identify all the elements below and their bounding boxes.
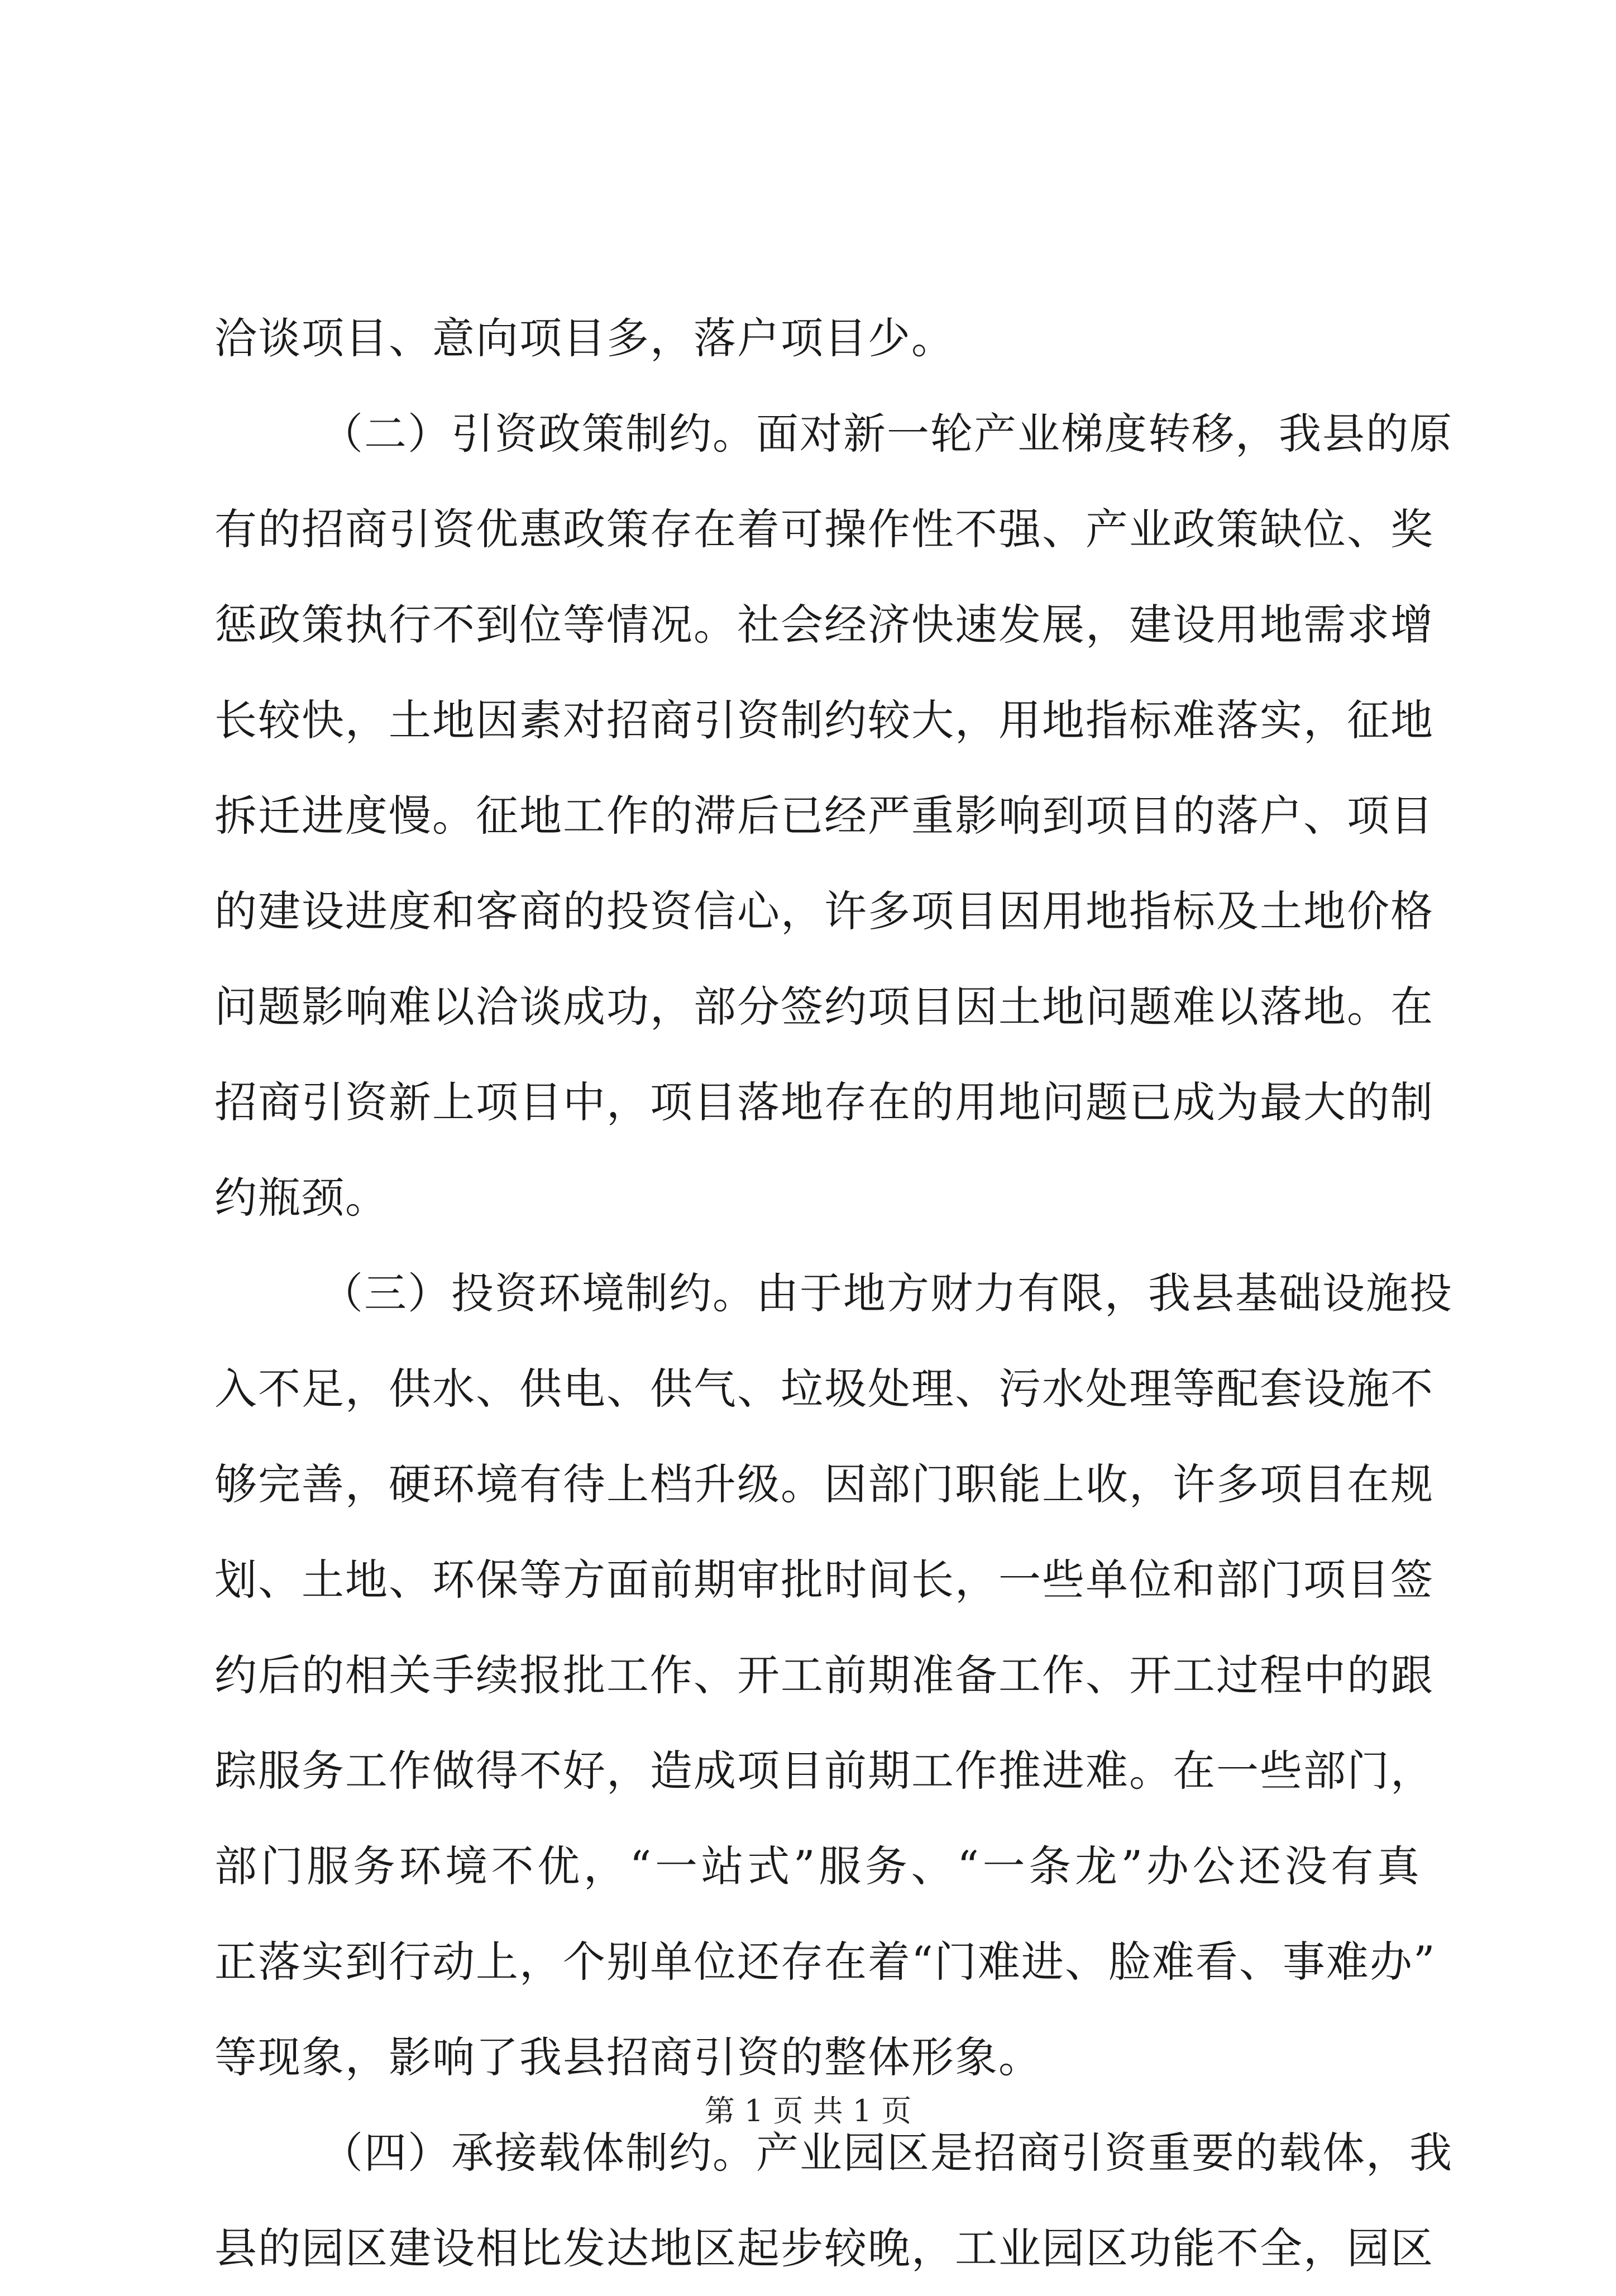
paragraph-first-line: （四）承接载体制约。产业园区是招商引资重要的载体，我 bbox=[321, 2128, 1453, 2178]
text-line: 洽谈项目、意向项目多，落户项目少。 bbox=[214, 313, 955, 363]
text-line: 踪服务工作做得不好，造成项目前期工作推进难。在一些部门， bbox=[214, 1746, 1434, 1796]
text-line: 拆迁进度慢。征地工作的滞后已经严重影响到项目的落户、项目 bbox=[214, 791, 1434, 841]
text-line: 的建设进度和客商的投资信心，许多项目因用地指标及土地价格 bbox=[214, 886, 1434, 936]
page-footer: 第 1 页 共 1 页 bbox=[704, 2093, 912, 2128]
text-line: 长较快，土地因素对招商引资制约较大，用地指标难落实，征地 bbox=[214, 695, 1434, 745]
text-line: 约后的相关手续报批工作、开工前期准备工作、开工过程中的跟 bbox=[214, 1650, 1434, 1700]
document-body bbox=[214, 290, 1453, 2296]
text-line: 划、土地、环保等方面前期审批时间长，一些单位和部门项目签 bbox=[214, 1555, 1434, 1605]
text-line: 部门服务环境不优，“一站式”服务、“一条龙”办公还没有真 bbox=[214, 1841, 1421, 1891]
text-line: 够完善，硬环境有待上档升级。因部门职能上收，许多项目在规 bbox=[214, 1459, 1434, 1509]
text-line: 正落实到行动上，个别单位还存在着“门难进、脸难看、事难办” bbox=[214, 1937, 1436, 1987]
paragraph-first-line: （二）引资政策制约。面对新一轮产业梯度转移，我县的原 bbox=[321, 409, 1453, 459]
text-line: 问题影响难以洽谈成功，部分签约项目因土地问题难以落地。在 bbox=[214, 982, 1434, 1032]
paragraph-first-line: （三）投资环境制约。由于地方财力有限，我县基础设施投 bbox=[321, 1268, 1453, 1318]
text-line: 县的园区建设相比发达地区起步较晚，工业园区功能不全，园区 bbox=[214, 2223, 1434, 2273]
text-line: 有的招商引资优惠政策存在着可操作性不强、产业政策缺位、奖 bbox=[214, 504, 1434, 554]
text-line: 招商引资新上项目中，项目落地存在的用地问题已成为最大的制 bbox=[214, 1077, 1434, 1127]
text-line: 约瓶颈。 bbox=[214, 1173, 389, 1223]
text-line: 入不足，供水、供电、供气、垃圾处理、污水处理等配套设施不 bbox=[214, 1364, 1434, 1414]
text-line: 等现象，影响了我县招商引资的整体形象。 bbox=[214, 2032, 1042, 2082]
text-line: 惩政策执行不到位等情况。社会经济快速发展，建设用地需求增 bbox=[214, 600, 1434, 650]
